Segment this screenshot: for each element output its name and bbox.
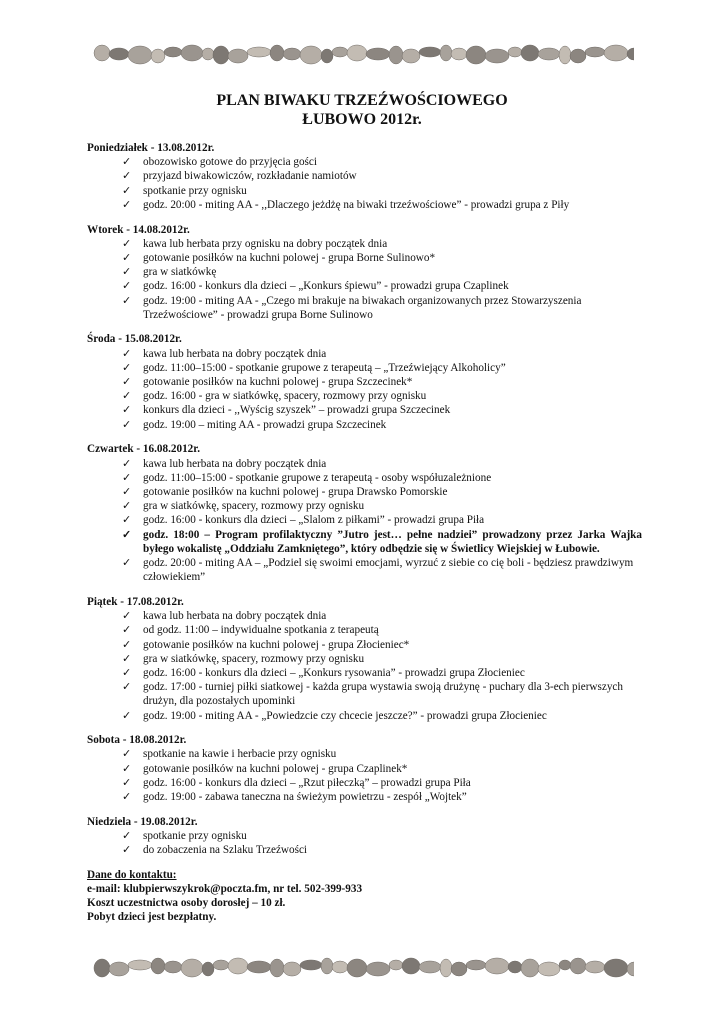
activity-text: spotkanie przy ognisku [143, 829, 247, 842]
pebble-shape [109, 962, 129, 976]
pebble-shape [366, 962, 390, 976]
check-icon: ✓ [122, 748, 132, 761]
activity-list [87, 347, 642, 432]
pebble-shape [570, 958, 586, 974]
cost-info: Koszt uczestnictwa osoby dorosłej – 10 zł. [87, 897, 286, 910]
activity-item [87, 375, 642, 389]
pebble-shape [181, 959, 203, 977]
check-icon: ✓ [122, 791, 132, 804]
pebble-shape [466, 46, 486, 64]
pebble-shape [164, 47, 182, 57]
activity-item [87, 609, 642, 623]
activity-item [87, 389, 642, 403]
activity-text: godz. 17:00 - turniej piłki siatkowej - każda grupa wystawia swoją drużynę - puchary dla 3-ech pierwszych drużyn, dla pozostałych upominki [143, 681, 623, 708]
pebble-shape [389, 960, 403, 970]
contact-email-phone: e-mail: klubpierwszykrok@poczta.fm, nr tel. 502-399-933 [87, 883, 363, 896]
pebble-shape [94, 45, 110, 61]
check-icon: ✓ [122, 681, 132, 694]
activity-item [87, 471, 642, 485]
activity-list [87, 829, 642, 857]
pebble-shape [202, 48, 214, 60]
day-section [87, 595, 642, 723]
activity-text: spotkanie na kawie i herbacie przy ognisku [143, 748, 337, 761]
pebble-shape [585, 47, 605, 57]
activity-text: od godz. 11:00 – indywidualne spotkania z terapeutą [143, 624, 379, 637]
activity-text: gotowanie posiłków na kuchni polowej - grupa Złocieniec* [143, 638, 410, 651]
pebble-shape [94, 959, 110, 977]
activity-item [87, 829, 642, 843]
activity-text: godz. 19:00 - miting AA - „Czego mi brakuje na biwakach organizowanych przez Stowarzyszenia Trzeźwościowe” - prowadzi grupa Borne Sulinowo [143, 294, 582, 321]
activity-text: przyjazd biwakowiczów, rozkładanie namiotów [143, 170, 357, 183]
activity-text: konkurs dla dzieci - ,,Wyścig szyszek” – prowadzi grupa Szczecinek [143, 404, 451, 417]
day-heading: Sobota - 18.08.2012r. [87, 734, 187, 747]
pebble-shape [151, 958, 165, 974]
activity-item [87, 556, 642, 584]
check-icon: ✓ [122, 471, 132, 484]
contact-section [87, 868, 642, 925]
activity-item [87, 347, 642, 361]
pebble-shape [321, 49, 333, 63]
check-icon: ✓ [122, 829, 132, 842]
pebble-shape [270, 959, 284, 977]
pebble-shape [332, 47, 348, 57]
activity-item [87, 237, 642, 251]
activity-text: obozowisko gotowe do przyjęcia gości [143, 156, 317, 169]
pebble-border-bottom [90, 955, 634, 979]
pebble-shape [466, 960, 486, 970]
activity-item [87, 709, 642, 723]
check-icon: ✓ [122, 762, 132, 775]
activity-item [87, 403, 642, 417]
activity-list [87, 155, 642, 212]
check-icon: ✓ [122, 418, 132, 431]
activity-item [87, 762, 642, 776]
pebble-shape [321, 958, 333, 974]
activity-item [87, 361, 642, 375]
pebble-shape [270, 45, 284, 61]
pebble-shape [228, 958, 248, 974]
activity-item [87, 457, 642, 471]
activity-item [87, 790, 642, 804]
activity-list [87, 747, 642, 804]
check-icon: ✓ [122, 361, 132, 374]
pebble-shape [164, 961, 182, 973]
title-line-1: PLAN BIWAKU TRZEŹWOŚCIOWEGO [216, 92, 508, 109]
activity-item [87, 184, 642, 198]
day-section [87, 223, 642, 322]
day-heading: Wtorek - 14.08.2012r. [87, 223, 190, 236]
activity-item [87, 776, 642, 790]
pebble-shape [538, 962, 560, 976]
check-icon: ✓ [122, 170, 132, 183]
pebble-shape [213, 46, 229, 64]
activity-item [87, 680, 642, 708]
activity-text: godz. 16:00 - konkurs dla dzieci – „Slalom z piłkami” - prowadzi grupa Piła [143, 514, 485, 527]
activity-text: godz. 11:00–15:00 - spotkanie grupowe z terapeutą – „Trzeźwiejący Alkoholicy” [143, 361, 506, 374]
pebble-shape [181, 45, 203, 61]
activity-text: gra w siatkówkę [143, 266, 217, 279]
pebble-shape [627, 962, 634, 976]
activity-item [87, 652, 642, 666]
activity-item [87, 513, 642, 527]
activity-text: godz. 16:00 - gra w siatkówkę, spacery, rozmowy przy ognisku [143, 390, 427, 403]
activity-text: godz. 19:00 - zabawa taneczna na świeżym powietrzu - zespół „Wojtek” [143, 791, 467, 804]
activity-text: gra w siatkówkę, spacery, rozmowy przy ognisku [143, 652, 365, 665]
activity-text: spotkanie przy ognisku [143, 184, 247, 197]
check-icon: ✓ [122, 666, 132, 679]
pebble-shape [508, 961, 522, 973]
activity-item [87, 666, 642, 680]
pebble-shape [485, 958, 509, 974]
pebble-shape [128, 960, 152, 970]
check-icon: ✓ [122, 500, 132, 513]
check-icon: ✓ [122, 156, 132, 169]
check-icon: ✓ [122, 638, 132, 651]
check-icon: ✓ [122, 514, 132, 527]
check-icon: ✓ [122, 184, 132, 197]
pebble-shape [300, 46, 322, 64]
check-icon: ✓ [122, 709, 132, 722]
check-icon: ✓ [122, 198, 132, 211]
pebble-shape [604, 959, 628, 977]
check-icon: ✓ [122, 266, 132, 279]
activity-item [87, 169, 642, 183]
kids-info: Pobyt dzieci jest bezpłatny. [87, 911, 217, 924]
day-section [87, 733, 642, 804]
activity-text: godz. 20:00 - miting AA - ,,Dlaczego jeżdżę na biwaki trzeźwościowe” - prowadzi grupa z Piły [143, 198, 570, 211]
pebble-border-top [90, 42, 634, 66]
pebble-shape [419, 47, 441, 57]
day-list [87, 141, 642, 857]
pebble-shape [283, 962, 301, 976]
check-icon: ✓ [122, 457, 132, 470]
activity-text: godz. 16:00 - konkurs dla dzieci – „Konkurs rysowania” - prowadzi grupa Złocieniec [143, 666, 525, 679]
pebble-shape [247, 961, 271, 973]
pebble-shape [213, 960, 229, 970]
check-icon: ✓ [122, 280, 132, 293]
activity-item [87, 155, 642, 169]
title-line-2: ŁUBOWO 2012r. [302, 111, 422, 128]
pebble-shape [451, 48, 467, 60]
pebble-shape [347, 959, 367, 977]
check-icon: ✓ [122, 404, 132, 417]
activity-list [87, 237, 642, 322]
pebble-shape [521, 959, 539, 977]
activity-text: gotowanie posiłków na kuchni polowej - grupa Czaplinek* [143, 762, 408, 775]
activity-text: gotowanie posiłków na kuchni polowej - grupa Szczecinek* [143, 376, 413, 389]
check-icon: ✓ [122, 652, 132, 665]
check-icon: ✓ [122, 624, 132, 637]
pebble-shape [332, 961, 348, 973]
pebble-shape [521, 45, 539, 61]
pebble-shape [627, 48, 634, 60]
activity-text: godz. 16:00 - konkurs dla dzieci – „Konkurs śpiewu” - prowadzi grupa Czaplinek [143, 280, 509, 293]
activity-item [87, 638, 642, 652]
page-title [0, 91, 724, 129]
pebble-shape [402, 49, 420, 63]
activity-text: kawa lub herbata przy ognisku na dobry początek dnia [143, 237, 388, 250]
check-icon: ✓ [122, 237, 132, 250]
check-icon: ✓ [122, 485, 132, 498]
day-section [87, 442, 642, 584]
day-section [87, 815, 642, 858]
check-icon: ✓ [122, 390, 132, 403]
contact-heading: Dane do kontaktu: [87, 868, 177, 881]
pebble-shape [366, 48, 390, 60]
check-icon: ✓ [122, 610, 132, 623]
activity-item [87, 265, 642, 279]
pebble-shape [283, 48, 301, 60]
activity-item [87, 485, 642, 499]
activity-text: do zobaczenia na Szlaku Trzeźwości [143, 844, 308, 857]
activity-text: kawa lub herbata na dobry początek dnia [143, 457, 327, 470]
pebble-shape [109, 48, 129, 60]
pebble-shape [228, 49, 248, 63]
pebble-shape [389, 46, 403, 64]
day-heading: Niedziela - 19.08.2012r. [87, 815, 198, 828]
activity-list [87, 609, 642, 723]
pebble-shape [402, 958, 420, 974]
pebble-shape [604, 45, 628, 61]
pebble-shape [202, 962, 214, 976]
day-heading: Piątek - 17.08.2012r. [87, 595, 184, 608]
activity-item [87, 528, 642, 556]
pebble-shape [538, 48, 560, 60]
pebble-shape [247, 47, 271, 57]
activity-text: godz. 19:00 - miting AA - „Powiedzcie czy chcecie jeszcze?” - prowadzi grupa Złocieniec [143, 709, 547, 722]
check-icon: ✓ [122, 528, 132, 541]
pebble-shape [419, 961, 441, 973]
schedule [87, 141, 642, 925]
day-heading: Środa - 15.08.2012r. [87, 333, 182, 346]
activity-text: godz. 18:00 – Program profilaktyczny ”Jutro jest… pełne nadziei” prowadzony przez Jarka Wajka byłego wokalistę „Oddziału Zamkniętego”, który odbędzie się w Świetlicy Wiejskiej w Łubowie. [143, 528, 642, 555]
activity-text: gotowanie posiłków na kuchni polowej - grupa Drawsko Pomorskie [143, 485, 448, 498]
check-icon: ✓ [122, 251, 132, 264]
pebble-shape [451, 962, 467, 976]
activity-item [87, 843, 642, 857]
day-heading: Poniedziałek - 13.08.2012r. [87, 142, 215, 154]
activity-item [87, 198, 642, 212]
pebble-shape [151, 49, 165, 63]
activity-item [87, 747, 642, 761]
check-icon: ✓ [122, 294, 132, 307]
activity-text: gra w siatkówkę, spacery, rozmowy przy ognisku [143, 500, 365, 513]
activity-item [87, 499, 642, 513]
activity-item [87, 251, 642, 265]
check-icon: ✓ [122, 376, 132, 389]
pebble-shape [300, 960, 322, 970]
activity-item [87, 418, 642, 432]
activity-item [87, 279, 642, 293]
activity-text: godz. 19:00 – miting AA - prowadzi grupa Szczecinek [143, 418, 387, 431]
pebble-shape [508, 47, 522, 57]
pebble-shape [559, 46, 571, 64]
activity-text: kawa lub herbata na dobry początek dnia [143, 610, 327, 623]
check-icon: ✓ [122, 776, 132, 789]
pebble-shape [585, 961, 605, 973]
pebble-shape [440, 959, 452, 977]
activity-list [87, 457, 642, 585]
pebble-shape [485, 49, 509, 63]
activity-item [87, 623, 642, 637]
day-section [87, 332, 642, 431]
day-section [87, 141, 642, 212]
activity-text: godz. 16:00 - konkurs dla dzieci – „Rzut piłeczką” – prowadzi grupa Piła [143, 776, 471, 789]
check-icon: ✓ [122, 844, 132, 857]
pebble-shape [570, 49, 586, 63]
check-icon: ✓ [122, 556, 132, 569]
activity-item [87, 294, 642, 322]
pebble-shape [440, 45, 452, 61]
pebble-shape [559, 960, 571, 970]
check-icon: ✓ [122, 347, 132, 360]
activity-text: godz. 20:00 - miting AA – „Podziel się swoimi emocjami, wyrzuć z siebie co cię boli - będziesz prawdziwym człowiekiem” [143, 556, 634, 584]
day-heading: Czwartek - 16.08.2012r. [87, 443, 200, 456]
activity-text: godz. 11:00–15:00 - spotkanie grupowe z terapeutą - osoby współuzależnione [143, 471, 492, 484]
pebble-shape [128, 46, 152, 64]
activity-text: gotowanie posiłków na kuchni polowej - grupa Borne Sulinowo* [143, 251, 436, 264]
activity-text: kawa lub herbata na dobry początek dnia [143, 347, 327, 360]
pebble-shape [347, 45, 367, 61]
